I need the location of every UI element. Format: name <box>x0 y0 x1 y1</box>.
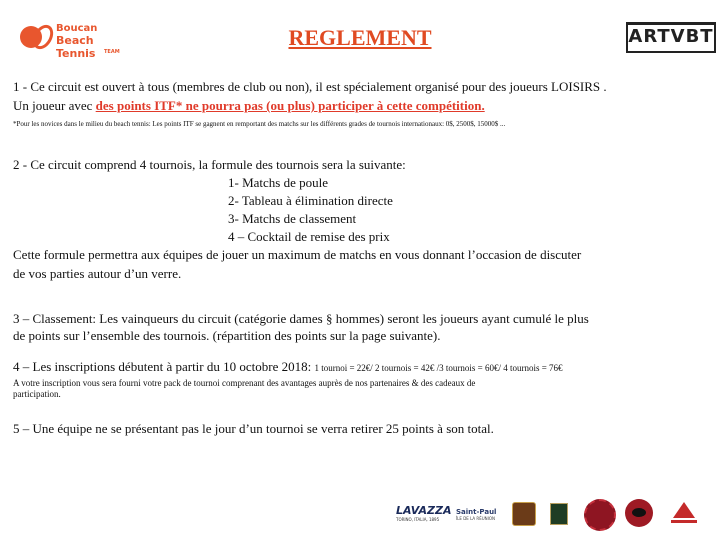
red-seal-icon <box>584 499 616 531</box>
section1-line1: 1 - Ce circuit est ouvert à tous (membres de club ou non), il est spécialement organisé pour des joueurs LOISIRS . <box>13 79 607 94</box>
saint-paul-logo: Saint-Paul ÎLE DE LA RÉUNION <box>456 508 497 521</box>
lavazza-logo: LAVAZZA TORINO, ITALIA, 1895 <box>396 504 452 522</box>
logo-line2: Beach Tennis <box>56 34 96 60</box>
section2-outro-line1: Cette formule permettra aux équipes de jouer un maximum de matchs en vous donnant l’occasion de discuter <box>13 247 582 262</box>
registration-prices: 1 tournoi = 22€/ 2 tournois = 42€ /3 tournois = 60€/ 4 tournois = 76€ <box>314 363 563 373</box>
red-bar-icon <box>671 520 697 523</box>
itf-footnote: *Pour les novices dans le milieu du beach tennis: Les points ITF se gagnent en remportant des matchs sur les différents grades de tournois internationaux: 0$, 2500$, 15000$ ... <box>13 120 506 128</box>
bar-logo-icon <box>512 502 536 526</box>
logo-line3: TEAM <box>104 49 120 55</box>
section1-line2 <box>13 97 485 115</box>
section4-note-line1: A votre inscription vous sera fourni votre pack de tournoi comprenant des avantages auprès de nos partenaires & des cadeaux de <box>13 378 476 388</box>
bull-icon <box>632 508 646 517</box>
section2-intro: 2 - Ce circuit comprend 4 tournois, la formule des tournois sera la suivante: <box>13 157 406 172</box>
page-title: REGLEMENT <box>288 25 432 50</box>
format-item-4: 4 – Cocktail de remise des prix <box>228 229 390 244</box>
artvbt-logo: ARTVBT <box>626 22 716 53</box>
section4-note-line2: participation. <box>13 389 61 399</box>
section4-main <box>13 358 563 377</box>
red-triangle-icon <box>673 502 695 518</box>
format-item-3: 3- Matchs de classement <box>228 211 357 226</box>
section1-line2-pre: Un joueur avec <box>13 98 96 113</box>
itf-restriction: des points ITF* ne pourra pas (ou plus) participer à cette compétition. <box>95 98 485 113</box>
section2-outro-line2: de vos parties autour d’un verre. <box>13 266 182 281</box>
registration-start: 4 – Les inscriptions débutent à partir du 10 octobre 2018: <box>13 359 315 374</box>
logo-line1: Boucan <box>56 23 98 34</box>
section3-line2: de points sur l’ensemble des tournois. (répartition des points sur la page suivante). <box>13 328 441 343</box>
section5-line: 5 – Une équipe ne se présentant pas le jour d’un tournoi se verra retirer 25 points à son total. <box>13 421 494 436</box>
green-crest-icon <box>550 503 568 525</box>
format-item-2: 2- Tableau à élimination directe <box>228 193 393 208</box>
format-item-1: 1- Matchs de poule <box>228 175 329 190</box>
section3-line1: 3 – Classement: Les vainqueurs du circuit (catégorie dames § hommes) seront les joueurs ayant cumulé le plus <box>13 311 589 326</box>
sponsor-logos <box>390 498 714 532</box>
